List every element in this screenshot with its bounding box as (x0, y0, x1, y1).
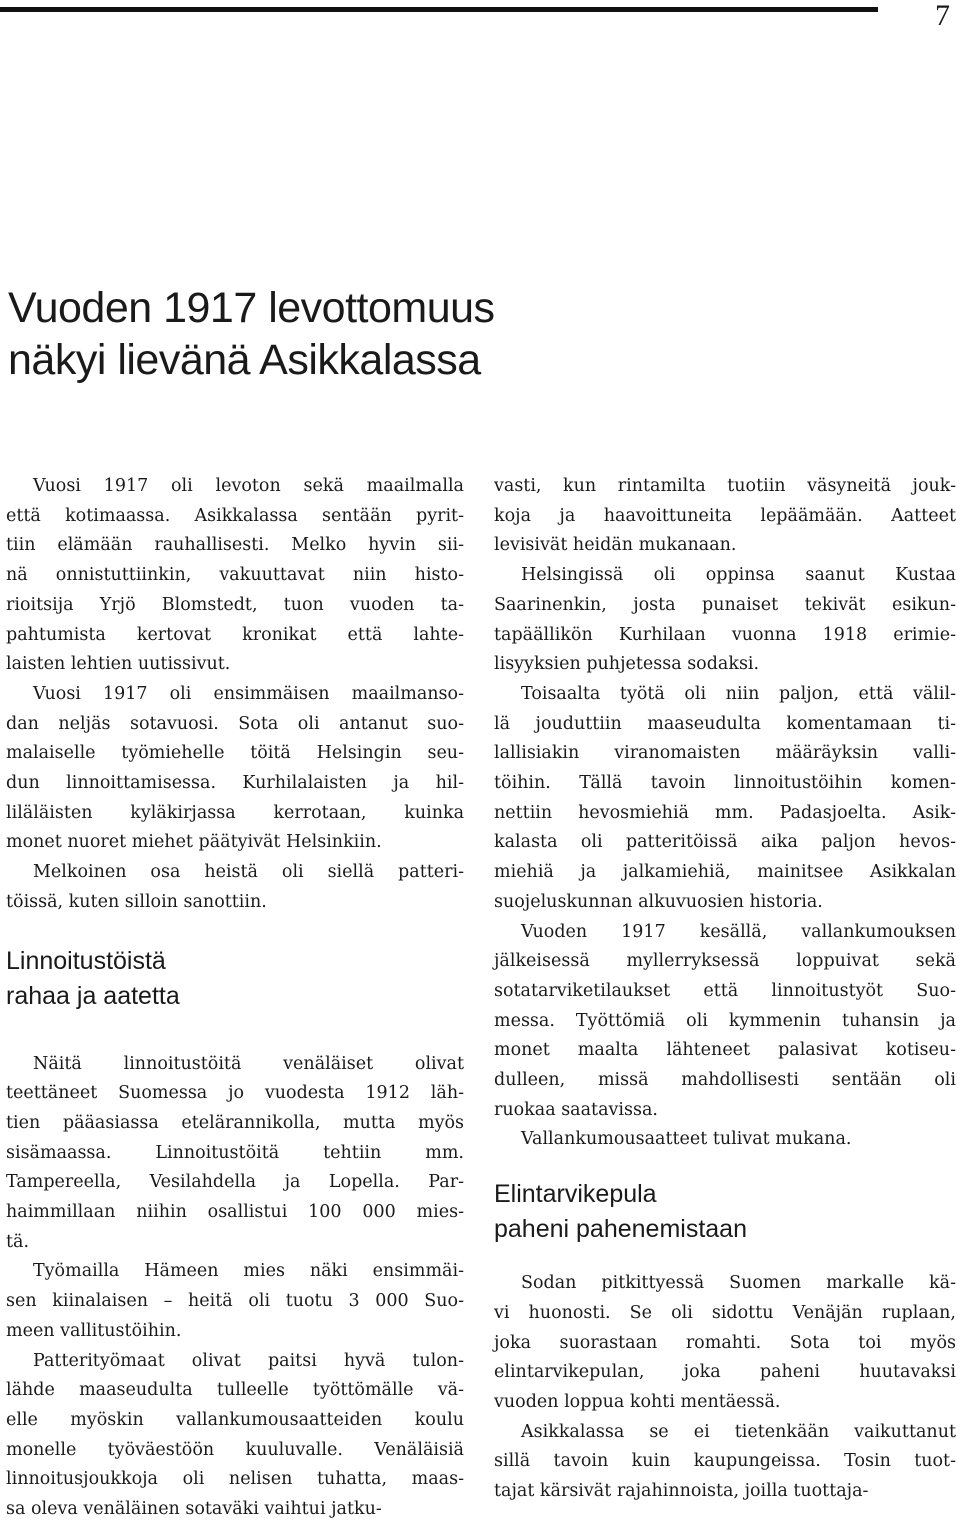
heading-line-1: Elintarvikepula (494, 1180, 657, 1209)
article-title (8, 282, 495, 386)
text-line: lallisiakin viranomaisten määräyksin valli- (494, 743, 956, 764)
text-line: pahtumista kertovat kronikat että lahte- (6, 624, 464, 645)
text-line: tiin elämään rauhallisesti. Melko hyvin sii- (6, 535, 464, 556)
title-line-2: näkyi lievänä Asikkalassa (8, 336, 481, 384)
title-line-1: Vuoden 1917 levottomuus (8, 284, 495, 332)
text-line: Patterityömaat olivat paitsi hyvä tulon- (33, 1350, 464, 1371)
text-line: dan neljäs sotavuosi. Sota oli antanut suo- (6, 713, 464, 734)
paragraph (494, 1418, 956, 1507)
text-line: monelle työväestöön kuuluvalle. Venäläisiä (6, 1439, 464, 1460)
text-line: ruokaa saatavissa. (494, 1099, 658, 1120)
text-line: joka suorastaan romahti. Sota toi myös (494, 1332, 956, 1353)
text-line: laisten lehtien uutissivut. (6, 654, 231, 675)
heading-line-1: Linnoitustöistä (6, 946, 166, 975)
text-line: töissä, kuten silloin sanottiin. (6, 891, 267, 912)
text-line: meen vallitustöihin. (6, 1320, 182, 1341)
text-line: nettiin hevosmiehiä mm. Padasjoelta. Asik- (494, 802, 956, 823)
text-line: Vuosi 1917 oli ensimmäisen maailmanso- (33, 683, 464, 704)
paragraph (494, 680, 956, 918)
section-heading (494, 1177, 956, 1247)
text-line: Toisaalta työtä oli niin paljon, että välil- (521, 683, 956, 704)
text-line: lisyyksien puhjetessa sodaksi. (494, 654, 760, 675)
top-rule (0, 7, 878, 12)
text-line: tapäällikön Kurhilaan vuonna 1918 erimie- (494, 624, 956, 645)
text-line: Vuoden 1917 kesällä, vallankumouksen (521, 921, 956, 942)
text-line: levisivät heidän mukanaan. (494, 535, 737, 556)
text-line: että kotimaassa. Asikkalassa sentään pyrit- (6, 505, 464, 526)
text-line: Asikkalassa se ei tietenkään vaikuttanut (521, 1421, 956, 1442)
text-line: sotatarviketilaukset että linnoitustyöt Suo- (494, 980, 956, 1001)
text-line: nä onnistuttiinkin, vakuuttavat niin histo- (6, 565, 464, 586)
text-line: haimmillaan niihin osallistui 100 000 mies- (6, 1202, 464, 1223)
text-line: töihin. Tällä tavoin linnoitustöihin komen- (494, 773, 956, 794)
paragraph (6, 680, 464, 858)
text-line: linnoitusjoukkoja oli nelisen tuhatta, maas- (6, 1469, 464, 1490)
text-line: lä jouduttiin maaseudulta komentamaan ti- (494, 713, 956, 734)
text-line: jälkeisessä myllerryksessä loppuivat sekä (494, 951, 956, 972)
text-line: sillä tavoin kuin kaupungeissa. Tosin tuot- (494, 1451, 956, 1472)
section-heading (6, 944, 464, 1014)
text-line: Vallankumousaatteet tulivat mukana. (521, 1129, 852, 1150)
text-line: vuoden loppua kohti mentäessä. (494, 1391, 781, 1412)
text-line: suojeluskunnan alkuvuosien historia. (494, 891, 823, 912)
text-line: malaiselle työmiehelle töitä Helsingin seu- (6, 743, 464, 764)
paragraph (6, 472, 464, 680)
paragraph (494, 1269, 956, 1418)
text-line: teettäneet Suomessa jo vuodesta 1912 läh- (6, 1083, 464, 1104)
paragraph (6, 1257, 464, 1346)
text-line: tien pääasiassa etelärannikolla, mutta myös (6, 1112, 464, 1133)
text-line: Melkoinen osa heistä oli siellä patteri- (33, 862, 464, 883)
text-line: koja ja haavoittuneita lepäämään. Aatteet (494, 505, 956, 526)
text-line: vi huonosti. Se oli sidottu Venäjän ruplaan, (494, 1302, 956, 1323)
text-line: Saarinenkin, josta punaiset tekivät esikun- (494, 594, 956, 615)
text-line: tä. (6, 1231, 30, 1252)
heading-line-2: rahaa ja aatetta (6, 981, 180, 1010)
left-column (6, 472, 464, 1525)
paragraph (6, 1050, 464, 1258)
heading-line-2: paheni pahenemistaan (494, 1215, 747, 1244)
right-column (494, 472, 956, 1507)
text-line: Työmailla Hämeen mies näki ensimmäi- (33, 1261, 464, 1282)
text-line: kalasta oli patteritöissä aika paljon hevos- (494, 832, 956, 853)
text-line: rioitsija Yrjö Blomstedt, tuon vuoden ta- (6, 594, 464, 615)
paragraph (6, 1347, 464, 1525)
text-line: sisämaassa. Linnoitustöitä tehtiin mm. (6, 1142, 464, 1163)
text-line: Helsingissä oli oppinsa saanut Kustaa (521, 565, 956, 586)
text-line: monet nuoret miehet päätyivät Helsinkiin. (6, 832, 382, 853)
text-line: dulleen, missä mahdollisesti sentään oli (494, 1070, 956, 1091)
text-line: sa oleva venäläinen sotaväki vaihtui jatku- (6, 1499, 382, 1520)
paragraph (494, 1125, 956, 1155)
paragraph (6, 858, 464, 917)
paragraph (494, 561, 956, 680)
text-line: Tampereella, Vesilahdella ja Lopella. Par- (6, 1172, 464, 1193)
text-line: tajat kärsivät rajahinnoista, joilla tuottaja- (494, 1481, 869, 1502)
text-line: elle myöskin vallankumousaatteiden koulu (6, 1409, 464, 1430)
text-line: Näitä linnoitustöitä venäläiset olivat (33, 1053, 464, 1074)
text-line: miehiä ja jalkamiehiä, mainitsee Asikkalan (494, 862, 956, 883)
text-line: elintarvikepulan, joka paheni huutavaksi (494, 1362, 956, 1383)
text-line: sen kiinalaisen – heitä oli tuotu 3 000 Suo- (6, 1291, 464, 1312)
page-number: 7 (935, 0, 950, 32)
text-line: lähde maaseudulta tulleelle työttömälle vä- (6, 1380, 464, 1401)
paragraph (494, 472, 956, 561)
text-line: liläläisten kyläkirjassa kerrotaan, kuinka (6, 802, 464, 823)
text-line: dun linnoittamisessa. Kurhilalaisten ja hil- (6, 773, 464, 794)
text-line: Vuosi 1917 oli levoton sekä maailmalla (33, 476, 464, 496)
text-line: Sodan pitkittyessä Suomen markalle kä- (521, 1273, 956, 1294)
paragraph (494, 918, 956, 1126)
text-line: monet maalta lähteneet palasivat kotiseu- (494, 1040, 956, 1061)
text-line: messa. Työttömiä oli kymmenin tuhansin ja (494, 1010, 956, 1031)
text-line: vasti, kun rintamilta tuotiin väsyneitä jouk- (494, 476, 956, 496)
